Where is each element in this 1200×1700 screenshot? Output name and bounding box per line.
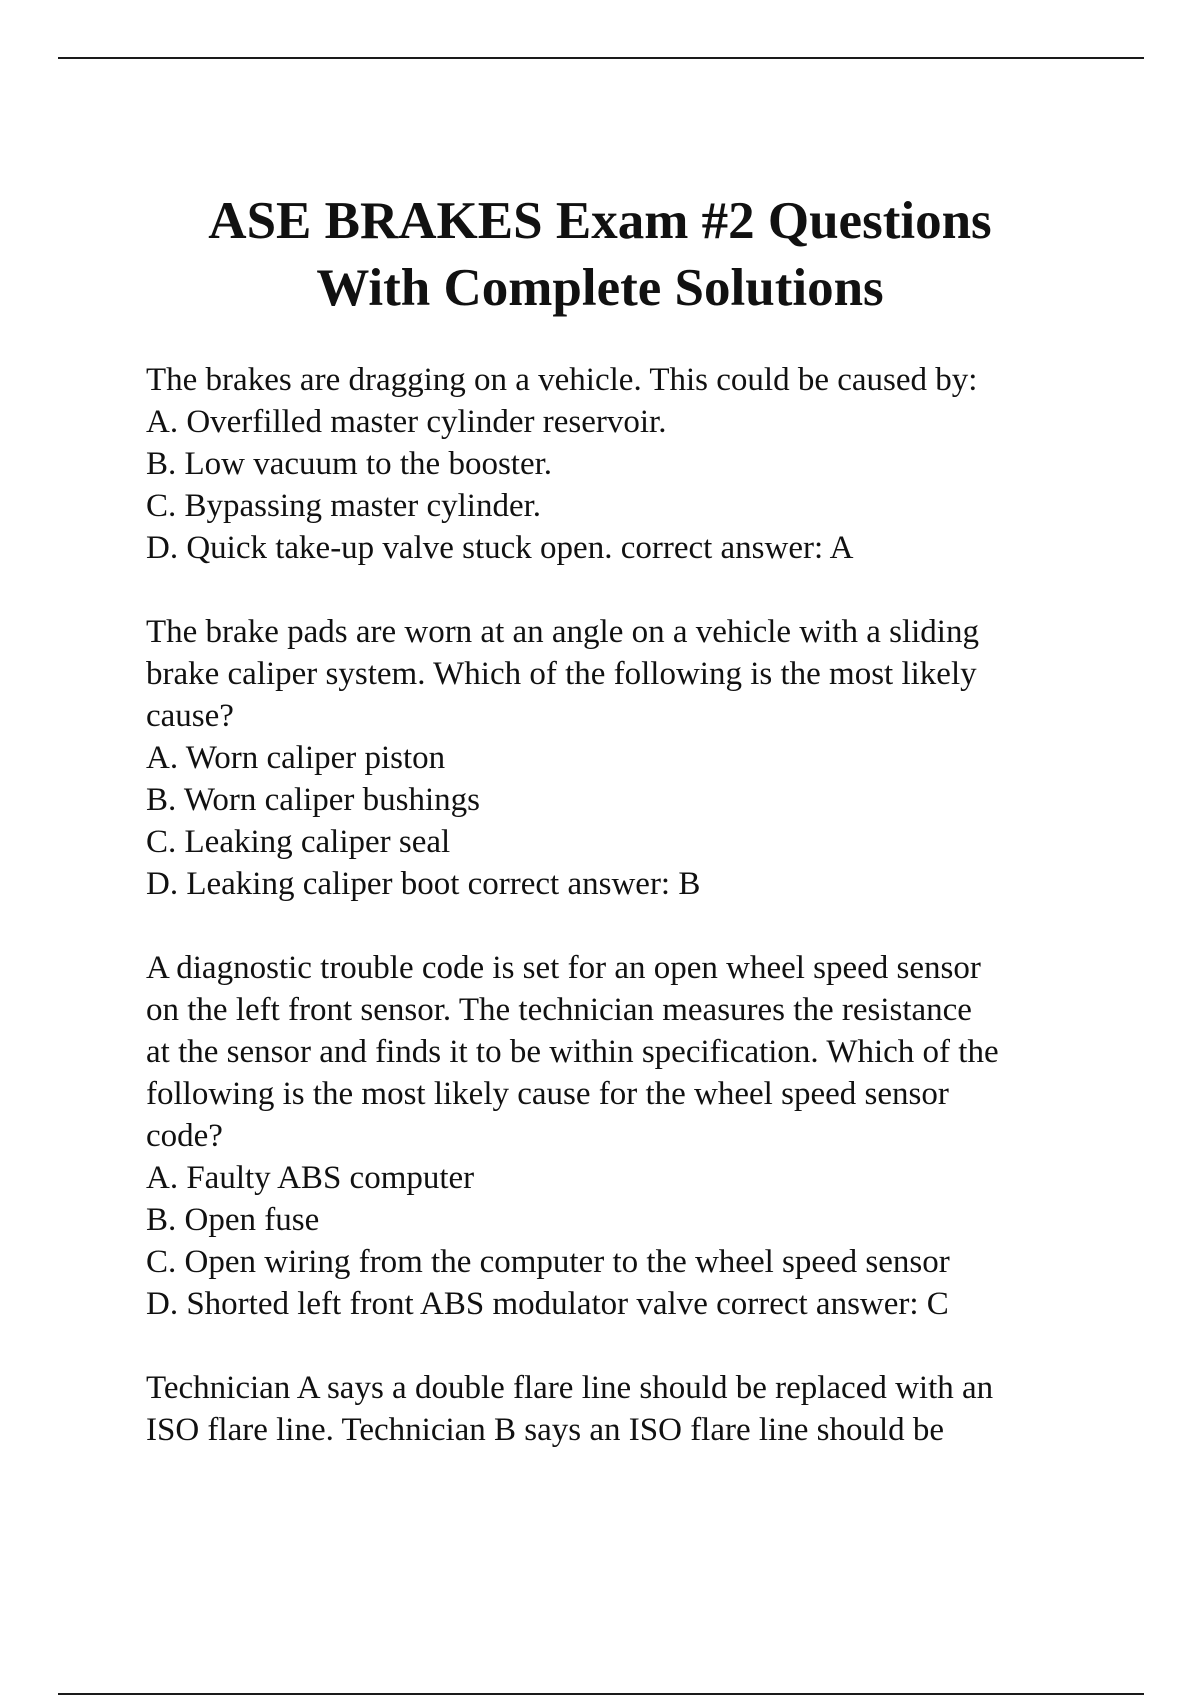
top-rule [58,57,1144,59]
stem-line: code? [146,1118,223,1154]
stem-line: following is the most likely cause for the wheel speed sensor [146,1076,949,1112]
document-title [0,188,1200,322]
answer-option-d: D. Shorted left front ABS modulator valve correct answer: C [146,1286,949,1322]
stem-line: at the sensor and finds it to be within specification. Which of the [146,1034,999,1070]
stem-line: Technician A says a double flare line should be replaced with an [146,1370,994,1406]
answer-option-c: C. Leaking caliper seal [146,824,451,860]
answer-option-c: C. Bypassing master cylinder. [146,488,542,524]
answer-option-a: A. Worn caliper piston [146,740,446,776]
question-3 [146,947,1156,1325]
question-stem [146,1367,1156,1451]
answer-option-d: D. Quick take-up valve stuck open. correct answer: A [146,530,854,566]
answer-option-d: D. Leaking caliper boot correct answer: B [146,866,701,902]
question-list [146,359,1156,1493]
answer-option-b: B. Open fuse [146,1202,320,1238]
answer-option-a: A. Overfilled master cylinder reservoir. [146,404,667,440]
answer-option-a: A. Faulty ABS computer [146,1160,475,1196]
stem-line: on the left front sensor. The technician measures the resistance [146,992,972,1028]
question-stem [146,947,1156,1157]
question-1 [146,359,1156,569]
stem-line: ISO flare line. Technician B says an ISO flare line should be [146,1412,945,1448]
question-stem [146,359,1156,401]
stem-line: The brakes are dragging on a vehicle. This could be caused by: [146,362,978,398]
stem-line: cause? [146,698,234,734]
answer-option-b: B. Worn caliper bushings [146,782,481,818]
stem-line: brake caliper system. Which of the following is the most likely [146,656,977,692]
question-stem [146,611,1156,737]
question-2 [146,611,1156,905]
bottom-rule [58,1693,1144,1695]
title-line-2: With Complete Solutions [316,259,884,317]
title-line-1: ASE BRAKES Exam #2 Questions [208,192,992,250]
stem-line: The brake pads are worn at an angle on a vehicle with a sliding [146,614,979,650]
question-4 [146,1367,1156,1451]
answer-option-b: B. Low vacuum to the booster. [146,446,553,482]
answer-option-c: C. Open wiring from the computer to the wheel speed sensor [146,1244,950,1280]
stem-line: A diagnostic trouble code is set for an open wheel speed sensor [146,950,981,986]
